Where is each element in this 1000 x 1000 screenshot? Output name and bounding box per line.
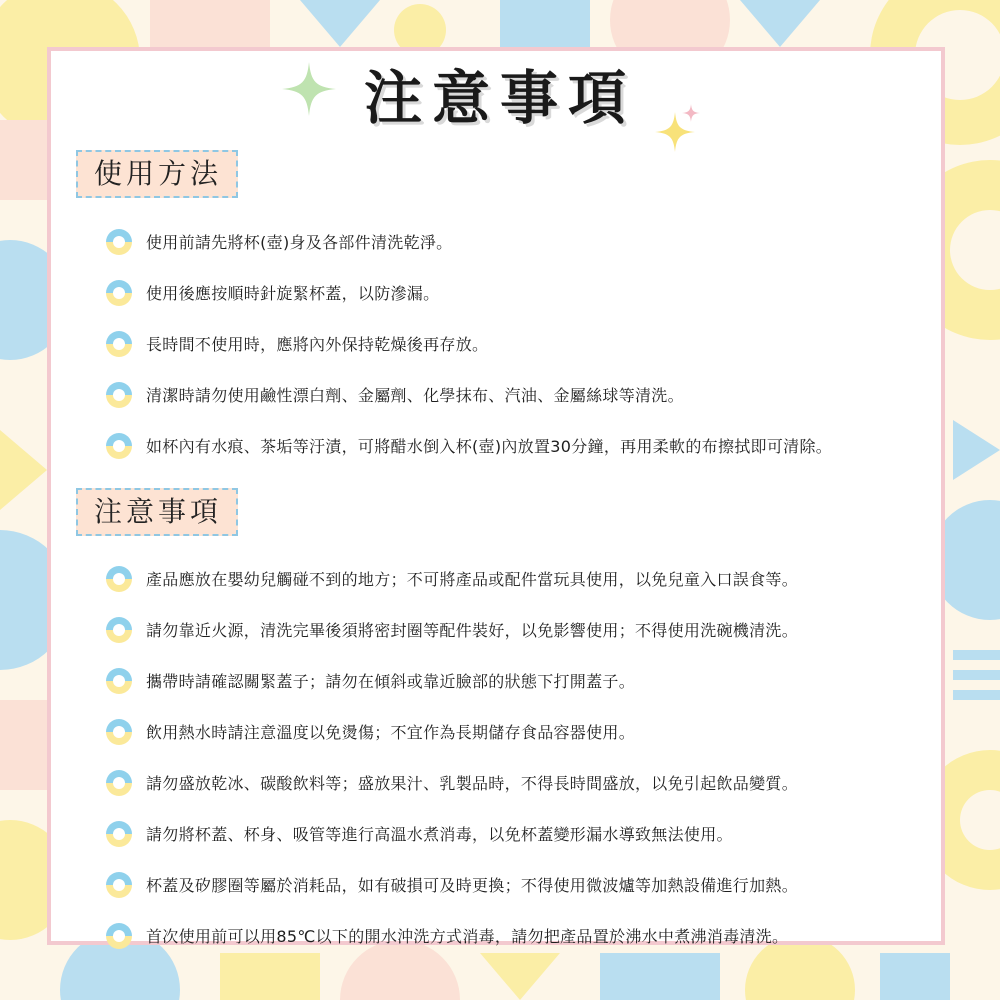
circle-bullet-icon — [106, 668, 132, 694]
section-label-usage: 使用方法 — [76, 150, 238, 198]
list-item: 產品應放在嬰幼兒觸碰不到的地方；不可將產品或配件當玩具使用，以免兒童入口誤食等。 — [106, 553, 798, 604]
title-wrapper — [0, 62, 1000, 134]
list-item: 杯蓋及矽膠圈等屬於消耗品，如有破損可及時更換；不得使用微波爐等加熱設備進行加熱。 — [106, 859, 798, 910]
list-item: 飲用熱水時請注意溫度以免燙傷；不宜作為長期儲存食品容器使用。 — [106, 706, 798, 757]
circle-bullet-icon — [106, 433, 132, 459]
circle-bullet-icon — [106, 719, 132, 745]
circle-bullet-icon — [106, 280, 132, 306]
list-item: 如杯內有水痕、茶垢等汙漬，可將醋水倒入杯(壺)內放置30分鐘，再用柔軟的布擦拭即可清除。 — [106, 420, 832, 471]
list-item: 使用後應按順時針旋緊杯蓋，以防滲漏。 — [106, 267, 832, 318]
circle-bullet-icon — [106, 331, 132, 357]
circle-bullet-icon — [106, 923, 132, 949]
list-item: 請勿盛放乾冰、碳酸飲料等；盛放果汁、乳製品時，不得長時間盛放，以免引起飲品變質。 — [106, 757, 798, 808]
circle-bullet-icon — [106, 821, 132, 847]
list-item: 長時間不使用時，應將內外保持乾燥後再存放。 — [106, 318, 832, 369]
list-item: 攜帶時請確認關緊蓋子；請勿在傾斜或靠近臉部的狀態下打開蓋子。 — [106, 655, 798, 706]
circle-bullet-icon — [106, 617, 132, 643]
list-item: 請勿靠近火源，清洗完畢後須將密封圈等配件裝好，以免影響使用；不得使用洗碗機清洗。 — [106, 604, 798, 655]
list-item: 首次使用前可以用85℃以下的開水沖洗方式消毒，請勿把產品置於沸水中煮沸消毒清洗。 — [106, 910, 798, 961]
usage-list — [106, 216, 832, 471]
list-item: 請勿將杯蓋、杯身、吸管等進行高溫水煮消毒，以免杯蓋變形漏水導致無法使用。 — [106, 808, 798, 859]
section-label-notes: 注意事項 — [76, 488, 238, 536]
list-item: 清潔時請勿使用鹼性漂白劑、金屬劑、化學抹布、汽油、金屬絲球等清洗。 — [106, 369, 832, 420]
circle-bullet-icon — [106, 770, 132, 796]
notes-list — [106, 553, 798, 961]
circle-bullet-icon — [106, 229, 132, 255]
circle-bullet-icon — [106, 382, 132, 408]
page-title: 注意事項 — [363, 64, 636, 132]
circle-bullet-icon — [106, 566, 132, 592]
list-item: 使用前請先將杯(壺)身及各部件清洗乾淨。 — [106, 216, 832, 267]
circle-bullet-icon — [106, 872, 132, 898]
